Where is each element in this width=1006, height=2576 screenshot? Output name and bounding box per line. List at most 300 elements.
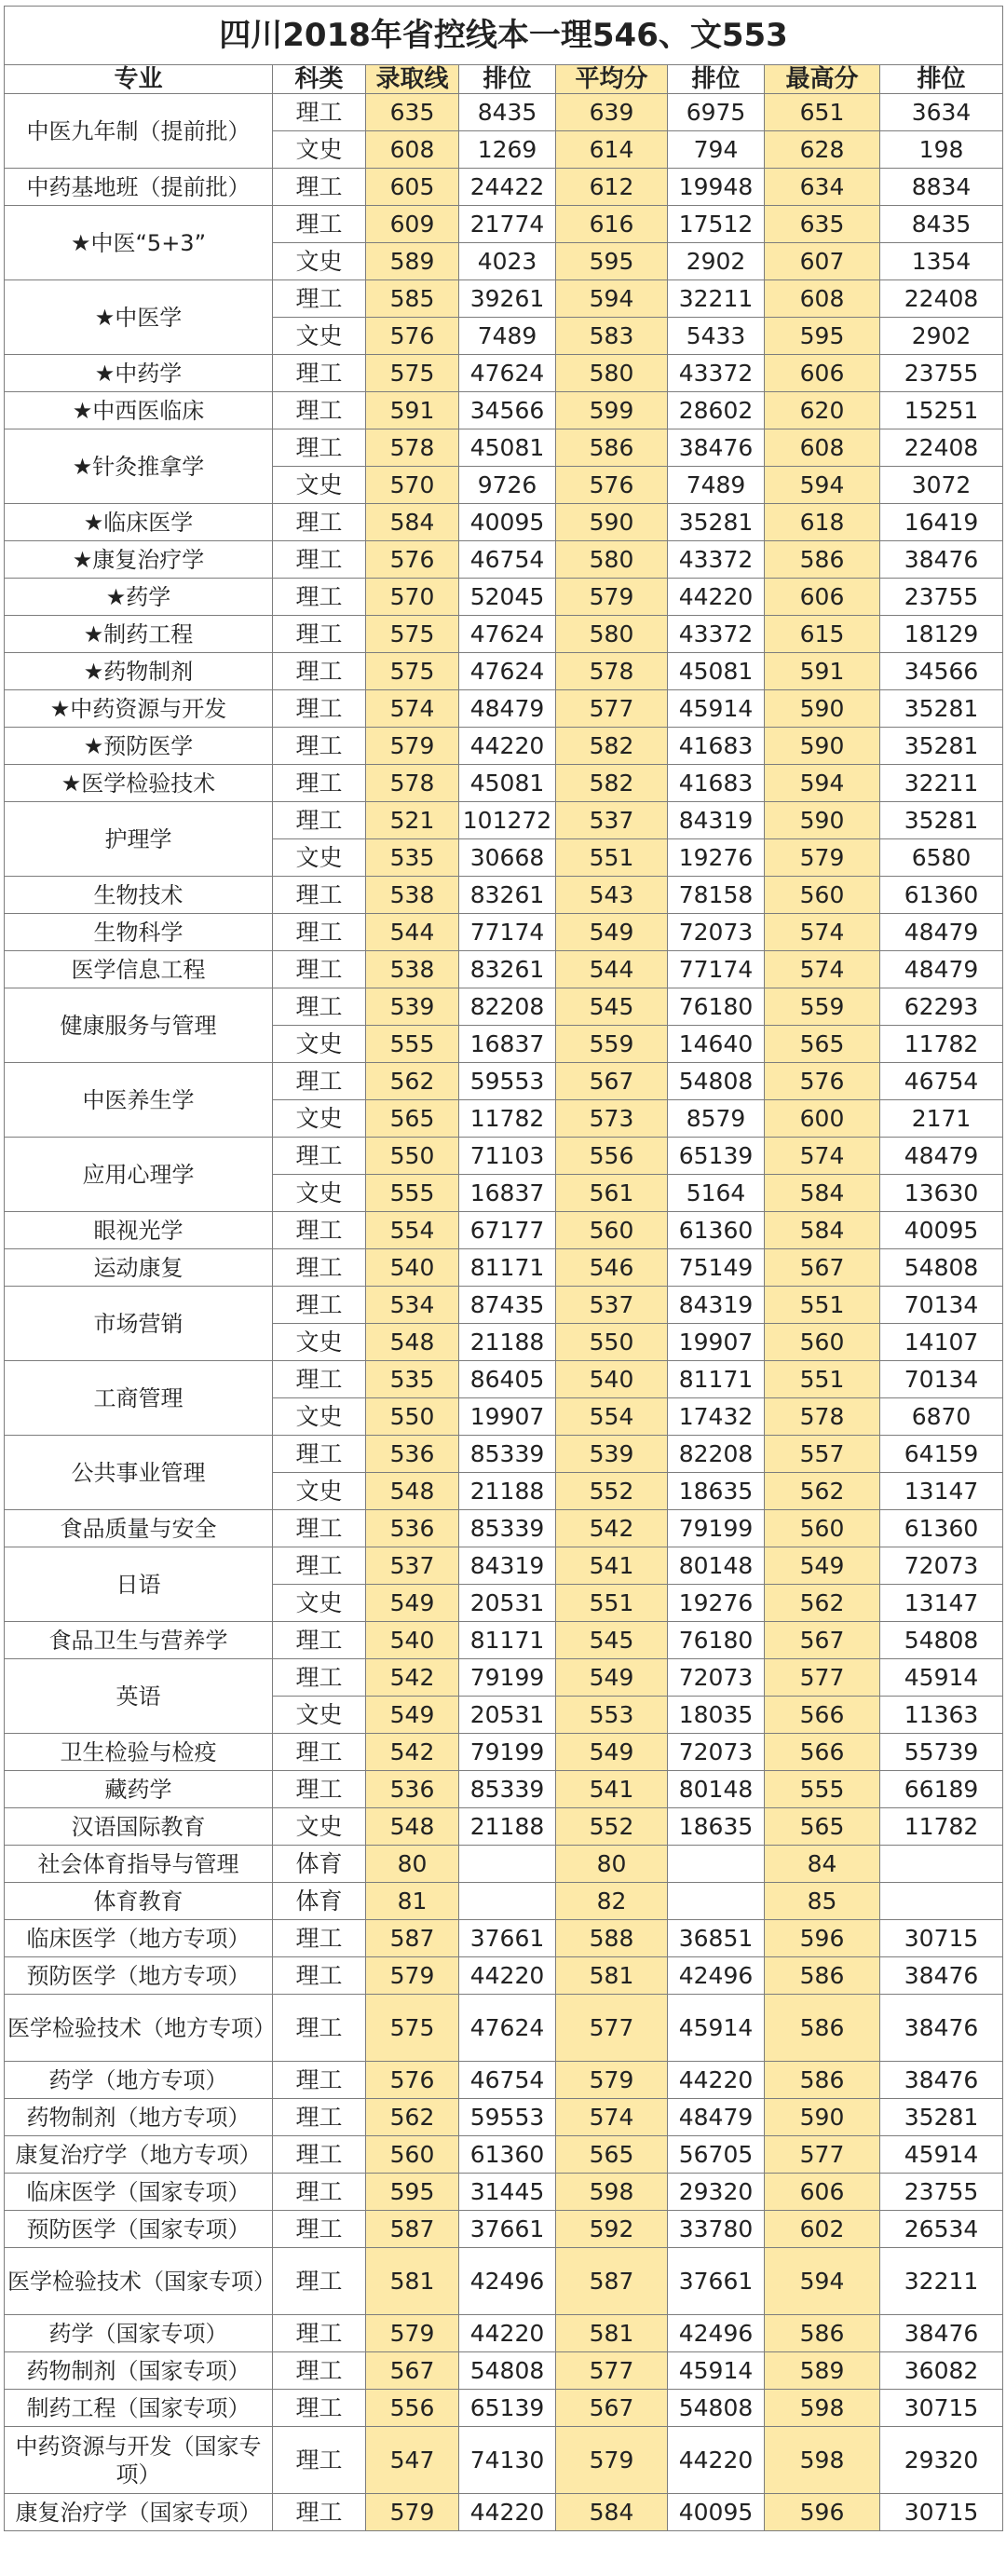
table-row: [5, 2390, 1003, 2427]
table-row: [5, 2352, 1003, 2390]
table-row: [5, 1287, 1003, 1324]
major-name: ★中医学: [5, 280, 273, 355]
category-cell: 理工: [273, 2248, 366, 2315]
major-name: 药学（地方专项）: [5, 2062, 273, 2099]
rank-average-cell: 794: [668, 131, 765, 169]
rank-highest-cell: 54808: [880, 1622, 1003, 1659]
rank-average-cell: 5164: [668, 1175, 765, 1212]
category-cell: 理工: [273, 1287, 366, 1324]
rank-average-cell: 72073: [668, 1734, 765, 1771]
category-cell: 文史: [273, 1398, 366, 1436]
rank-highest-cell: 64159: [880, 1436, 1003, 1473]
rank-admission-cell: 81171: [459, 1622, 556, 1659]
highest-score-cell: 615: [765, 616, 880, 653]
rank-admission-cell: 71103: [459, 1138, 556, 1175]
category-cell: 理工: [273, 914, 366, 951]
rank-highest-cell: 30715: [880, 1920, 1003, 1957]
rank-highest-cell: 30715: [880, 2390, 1003, 2427]
highest-score-cell: 598: [765, 2427, 880, 2494]
average-score-cell: 574: [556, 2099, 668, 2136]
rank-highest-cell: 55739: [880, 1734, 1003, 1771]
rank-average-cell: 43372: [668, 541, 765, 579]
category-cell: 理工: [273, 1212, 366, 1249]
rank-highest-cell: 38476: [880, 541, 1003, 579]
highest-score-cell: 586: [765, 1995, 880, 2062]
admission-line-cell: 562: [366, 2099, 459, 2136]
rank-admission-cell: 47624: [459, 1995, 556, 2062]
category-cell: 理工: [273, 2315, 366, 2352]
category-cell: 理工: [273, 2494, 366, 2531]
admission-line-cell: 575: [366, 355, 459, 392]
average-score-cell: 541: [556, 1771, 668, 1808]
rank-admission-cell: 54808: [459, 2352, 556, 2390]
category-cell: 理工: [273, 2390, 366, 2427]
highest-score-cell: 651: [765, 94, 880, 131]
major-name: 临床医学（地方专项）: [5, 1920, 273, 1957]
admission-line-cell: 538: [366, 877, 459, 914]
header-admission-line: 录取线: [366, 65, 459, 94]
highest-score-cell: 606: [765, 2174, 880, 2211]
highest-score-cell: 635: [765, 206, 880, 243]
major-name: 公共事业管理: [5, 1436, 273, 1510]
rank-highest-cell: 198: [880, 131, 1003, 169]
table-row: [5, 2099, 1003, 2136]
admission-line-cell: 562: [366, 1063, 459, 1100]
table-row: [5, 94, 1003, 131]
major-name: 制药工程（国家专项）: [5, 2390, 273, 2427]
major-name: 英语: [5, 1659, 273, 1734]
rank-admission-cell: 16837: [459, 1175, 556, 1212]
category-cell: 理工: [273, 1361, 366, 1398]
average-score-cell: 549: [556, 1659, 668, 1697]
admission-line-cell: 555: [366, 1026, 459, 1063]
rank-admission-cell: 47624: [459, 653, 556, 690]
rank-highest-cell: 11782: [880, 1808, 1003, 1846]
average-score-cell: 541: [556, 1547, 668, 1585]
highest-score-cell: 586: [765, 2062, 880, 2099]
rank-highest-cell: 26534: [880, 2211, 1003, 2248]
category-cell: 理工: [273, 1547, 366, 1585]
average-score-cell: 587: [556, 2248, 668, 2315]
major-name: 眼视光学: [5, 1212, 273, 1249]
category-cell: 理工: [273, 429, 366, 467]
admission-line-cell: 595: [366, 2174, 459, 2211]
table-row: [5, 1436, 1003, 1473]
rank-average-cell: [668, 1846, 765, 1883]
major-name: 中医九年制（提前批）: [5, 94, 273, 169]
rank-admission-cell: 48479: [459, 690, 556, 728]
category-cell: 理工: [273, 2062, 366, 2099]
admission-line-cell: 579: [366, 2315, 459, 2352]
table-row: [5, 1063, 1003, 1100]
major-name: 藏药学: [5, 1771, 273, 1808]
table-row: [5, 541, 1003, 579]
highest-score-cell: 589: [765, 2352, 880, 2390]
average-score-cell: 552: [556, 1473, 668, 1510]
average-score-cell: 567: [556, 1063, 668, 1100]
table-row: [5, 2248, 1003, 2315]
major-name: ★制药工程: [5, 616, 273, 653]
table-row: [5, 1957, 1003, 1995]
table-row: [5, 579, 1003, 616]
rank-average-cell: 80148: [668, 1771, 765, 1808]
highest-score-cell: 85: [765, 1883, 880, 1920]
admission-line-cell: 587: [366, 2211, 459, 2248]
rank-average-cell: 6975: [668, 94, 765, 131]
highest-score-cell: 607: [765, 243, 880, 280]
major-name: 康复治疗学（国家专项）: [5, 2494, 273, 2531]
rank-highest-cell: 72073: [880, 1547, 1003, 1585]
major-name: 医学检验技术（地方专项）: [5, 1995, 273, 2062]
average-score-cell: 549: [556, 914, 668, 951]
rank-highest-cell: 35281: [880, 690, 1003, 728]
category-cell: 理工: [273, 1063, 366, 1100]
rank-highest-cell: 38476: [880, 2062, 1003, 2099]
average-score-cell: 537: [556, 802, 668, 839]
major-name: 工商管理: [5, 1361, 273, 1436]
major-name: ★预防医学: [5, 728, 273, 765]
highest-score-cell: 578: [765, 1398, 880, 1436]
highest-score-cell: 574: [765, 914, 880, 951]
table-row: [5, 690, 1003, 728]
table-row: [5, 951, 1003, 988]
rank-average-cell: 42496: [668, 2315, 765, 2352]
table-row: [5, 728, 1003, 765]
rank-highest-cell: 13147: [880, 1473, 1003, 1510]
rank-highest-cell: 35281: [880, 2099, 1003, 2136]
rank-highest-cell: 23755: [880, 355, 1003, 392]
rank-highest-cell: 38476: [880, 1995, 1003, 2062]
rank-admission-cell: 74130: [459, 2427, 556, 2494]
major-name: 生物技术: [5, 877, 273, 914]
table-row: [5, 1510, 1003, 1547]
rank-admission-cell: 8435: [459, 94, 556, 131]
table-row: [5, 355, 1003, 392]
admission-line-cell: 587: [366, 1920, 459, 1957]
rank-admission-cell: 42496: [459, 2248, 556, 2315]
admission-line-cell: 579: [366, 728, 459, 765]
major-name: ★针灸推拿学: [5, 429, 273, 504]
category-cell: 理工: [273, 2099, 366, 2136]
category-cell: 文史: [273, 1175, 366, 1212]
category-cell: 理工: [273, 802, 366, 839]
table-row: [5, 2211, 1003, 2248]
table-row: [5, 1771, 1003, 1808]
rank-admission-cell: 59553: [459, 2099, 556, 2136]
highest-score-cell: 560: [765, 877, 880, 914]
rank-average-cell: 44220: [668, 2427, 765, 2494]
rank-average-cell: 2902: [668, 243, 765, 280]
rank-average-cell: 32211: [668, 280, 765, 318]
major-name: 中医养生学: [5, 1063, 273, 1138]
major-name: 中药资源与开发（国家专项）: [5, 2427, 273, 2494]
average-score-cell: 590: [556, 504, 668, 541]
rank-average-cell: 61360: [668, 1212, 765, 1249]
admission-line-cell: 555: [366, 1175, 459, 1212]
admission-line-cell: 570: [366, 579, 459, 616]
rank-admission-cell: 85339: [459, 1771, 556, 1808]
rank-average-cell: 54808: [668, 1063, 765, 1100]
category-cell: 理工: [273, 728, 366, 765]
average-score-cell: 582: [556, 728, 668, 765]
header-major: 专业: [5, 65, 273, 94]
major-name: 生物科学: [5, 914, 273, 951]
rank-admission-cell: 84319: [459, 1547, 556, 1585]
major-name: 卫生检验与检疫: [5, 1734, 273, 1771]
category-cell: 理工: [273, 1436, 366, 1473]
major-name: 日语: [5, 1547, 273, 1622]
admission-line-cell: 576: [366, 541, 459, 579]
table-row: [5, 429, 1003, 467]
admission-line-cell: 579: [366, 2494, 459, 2531]
table-row: [5, 206, 1003, 243]
table-row: [5, 1361, 1003, 1398]
table-row: [5, 914, 1003, 951]
category-cell: 理工: [273, 1138, 366, 1175]
average-score-cell: 598: [556, 2174, 668, 2211]
average-score-cell: 552: [556, 1808, 668, 1846]
table-row: [5, 392, 1003, 429]
average-score-cell: 579: [556, 2062, 668, 2099]
rank-admission-cell: 87435: [459, 1287, 556, 1324]
category-cell: 文史: [273, 1473, 366, 1510]
highest-score-cell: 576: [765, 1063, 880, 1100]
category-cell: 理工: [273, 690, 366, 728]
rank-highest-cell: 32211: [880, 2248, 1003, 2315]
average-score-cell: 580: [556, 541, 668, 579]
highest-score-cell: 594: [765, 765, 880, 802]
rank-admission-cell: 21188: [459, 1808, 556, 1846]
highest-score-cell: 590: [765, 728, 880, 765]
category-cell: 体育: [273, 1846, 366, 1883]
rank-average-cell: 29320: [668, 2174, 765, 2211]
highest-score-cell: 84: [765, 1846, 880, 1883]
average-score-cell: 82: [556, 1883, 668, 1920]
rank-admission-cell: 1269: [459, 131, 556, 169]
average-score-cell: 639: [556, 94, 668, 131]
category-cell: 理工: [273, 1622, 366, 1659]
rank-highest-cell: 29320: [880, 2427, 1003, 2494]
admission-line-cell: 578: [366, 765, 459, 802]
admission-line-cell: 536: [366, 1436, 459, 1473]
admission-line-cell: 560: [366, 2136, 459, 2174]
table-row: [5, 877, 1003, 914]
rank-average-cell: 42496: [668, 1957, 765, 1995]
category-cell: 理工: [273, 1771, 366, 1808]
average-score-cell: 582: [556, 765, 668, 802]
category-cell: 体育: [273, 1883, 366, 1920]
rank-highest-cell: 35281: [880, 728, 1003, 765]
admission-line-cell: 536: [366, 1771, 459, 1808]
admission-line-cell: 540: [366, 1622, 459, 1659]
table-row: [5, 2315, 1003, 2352]
rank-average-cell: 44220: [668, 2062, 765, 2099]
admission-line-cell: 565: [366, 1100, 459, 1138]
rank-average-cell: 38476: [668, 429, 765, 467]
highest-score-cell: 595: [765, 318, 880, 355]
rank-highest-cell: 38476: [880, 1957, 1003, 1995]
major-name: 药物制剂（地方专项）: [5, 2099, 273, 2136]
table-row: [5, 1547, 1003, 1585]
rank-highest-cell: 70134: [880, 1361, 1003, 1398]
table-row: [5, 1212, 1003, 1249]
highest-score-cell: 559: [765, 988, 880, 1026]
table-row: [5, 653, 1003, 690]
category-cell: 文史: [273, 839, 366, 877]
category-cell: 理工: [273, 616, 366, 653]
admission-line-cell: 576: [366, 2062, 459, 2099]
major-name: 体育教育: [5, 1883, 273, 1920]
average-score-cell: 561: [556, 1175, 668, 1212]
rank-highest-cell: 13147: [880, 1585, 1003, 1622]
admission-line-cell: 540: [366, 1249, 459, 1287]
average-score-cell: 580: [556, 355, 668, 392]
rank-highest-cell: 11363: [880, 1697, 1003, 1734]
admission-line-cell: 609: [366, 206, 459, 243]
table-title: 四川2018年省控线本一理546、文553: [5, 7, 1003, 65]
rank-highest-cell: 23755: [880, 2174, 1003, 2211]
rank-average-cell: [668, 1883, 765, 1920]
table-row: [5, 1622, 1003, 1659]
rank-highest-cell: 34566: [880, 653, 1003, 690]
admission-line-cell: 550: [366, 1138, 459, 1175]
average-score-cell: 594: [556, 280, 668, 318]
rank-highest-cell: 48479: [880, 914, 1003, 951]
rank-average-cell: 17512: [668, 206, 765, 243]
major-name: 医学检验技术（国家专项）: [5, 2248, 273, 2315]
highest-score-cell: 566: [765, 1734, 880, 1771]
rank-average-cell: 33780: [668, 2211, 765, 2248]
rank-admission-cell: 21774: [459, 206, 556, 243]
category-cell: 理工: [273, 1957, 366, 1995]
average-score-cell: 556: [556, 1138, 668, 1175]
rank-highest-cell: 14107: [880, 1324, 1003, 1361]
admission-line-cell: 635: [366, 94, 459, 131]
header-rank-average: 排位: [668, 65, 765, 94]
category-cell: 理工: [273, 280, 366, 318]
average-score-cell: 579: [556, 2427, 668, 2494]
category-cell: 理工: [273, 765, 366, 802]
rank-average-cell: 35281: [668, 504, 765, 541]
category-cell: 文史: [273, 467, 366, 504]
highest-score-cell: 594: [765, 2248, 880, 2315]
rank-highest-cell: 36082: [880, 2352, 1003, 2390]
rank-average-cell: 17432: [668, 1398, 765, 1436]
category-cell: 文史: [273, 1100, 366, 1138]
major-name: ★中医“5+3”: [5, 206, 273, 280]
average-score-cell: 583: [556, 318, 668, 355]
header-category: 科类: [273, 65, 366, 94]
category-cell: 文史: [273, 131, 366, 169]
admission-line-cell: 550: [366, 1398, 459, 1436]
table-body: [5, 94, 1003, 2531]
average-score-cell: 567: [556, 2390, 668, 2427]
rank-admission-cell: 37661: [459, 1920, 556, 1957]
rank-average-cell: 43372: [668, 355, 765, 392]
rank-admission-cell: 79199: [459, 1659, 556, 1697]
major-name: ★中药资源与开发: [5, 690, 273, 728]
highest-score-cell: 574: [765, 951, 880, 988]
rank-highest-cell: 8834: [880, 169, 1003, 206]
major-name: 中药基地班（提前批）: [5, 169, 273, 206]
rank-average-cell: 78158: [668, 877, 765, 914]
rank-admission-cell: 44220: [459, 2494, 556, 2531]
average-score-cell: 545: [556, 988, 668, 1026]
category-cell: 文史: [273, 1808, 366, 1846]
category-cell: 理工: [273, 1995, 366, 2062]
rank-average-cell: 18035: [668, 1697, 765, 1734]
rank-highest-cell: 61360: [880, 877, 1003, 914]
rank-average-cell: 37661: [668, 2248, 765, 2315]
rank-highest-cell: 1354: [880, 243, 1003, 280]
table-row: [5, 765, 1003, 802]
highest-score-cell: 606: [765, 579, 880, 616]
rank-highest-cell: 8435: [880, 206, 1003, 243]
highest-score-cell: 596: [765, 2494, 880, 2531]
category-cell: 理工: [273, 579, 366, 616]
rank-admission-cell: 61360: [459, 2136, 556, 2174]
rank-admission-cell: 47624: [459, 355, 556, 392]
admission-line-cell: 544: [366, 914, 459, 951]
rank-highest-cell: 16419: [880, 504, 1003, 541]
rank-highest-cell: 30715: [880, 2494, 1003, 2531]
rank-admission-cell: 20531: [459, 1585, 556, 1622]
average-score-cell: 537: [556, 1287, 668, 1324]
category-cell: 文史: [273, 1697, 366, 1734]
rank-average-cell: 84319: [668, 802, 765, 839]
category-cell: 理工: [273, 2427, 366, 2494]
category-cell: 理工: [273, 206, 366, 243]
rank-admission-cell: 101272: [459, 802, 556, 839]
header-rank-highest: 排位: [880, 65, 1003, 94]
admission-line-cell: 549: [366, 1697, 459, 1734]
highest-score-cell: 608: [765, 280, 880, 318]
rank-highest-cell: 45914: [880, 2136, 1003, 2174]
major-name: 药学（国家专项）: [5, 2315, 273, 2352]
rank-admission-cell: [459, 1883, 556, 1920]
rank-average-cell: 48479: [668, 2099, 765, 2136]
major-name: 运动康复: [5, 1249, 273, 1287]
rank-average-cell: 36851: [668, 1920, 765, 1957]
rank-admission-cell: 85339: [459, 1510, 556, 1547]
rank-average-cell: 44220: [668, 579, 765, 616]
average-score-cell: 543: [556, 877, 668, 914]
admission-line-cell: 585: [366, 280, 459, 318]
highest-score-cell: 577: [765, 2136, 880, 2174]
major-name: 康复治疗学（地方专项）: [5, 2136, 273, 2174]
table-row: [5, 1995, 1003, 2062]
category-cell: 理工: [273, 1659, 366, 1697]
admission-line-cell: 538: [366, 951, 459, 988]
category-cell: 理工: [273, 392, 366, 429]
rank-admission-cell: 52045: [459, 579, 556, 616]
rank-highest-cell: 32211: [880, 765, 1003, 802]
average-score-cell: 577: [556, 1995, 668, 2062]
admission-line-cell: 547: [366, 2427, 459, 2494]
rank-admission-cell: 9726: [459, 467, 556, 504]
average-score-cell: 599: [556, 392, 668, 429]
table-row: [5, 802, 1003, 839]
table-row: [5, 1808, 1003, 1846]
major-name: 药物制剂（国家专项）: [5, 2352, 273, 2390]
rank-average-cell: 19907: [668, 1324, 765, 1361]
average-score-cell: 551: [556, 1585, 668, 1622]
category-cell: 理工: [273, 877, 366, 914]
rank-average-cell: 79199: [668, 1510, 765, 1547]
category-cell: 文史: [273, 243, 366, 280]
rank-highest-cell: 62293: [880, 988, 1003, 1026]
average-score-cell: 586: [556, 429, 668, 467]
